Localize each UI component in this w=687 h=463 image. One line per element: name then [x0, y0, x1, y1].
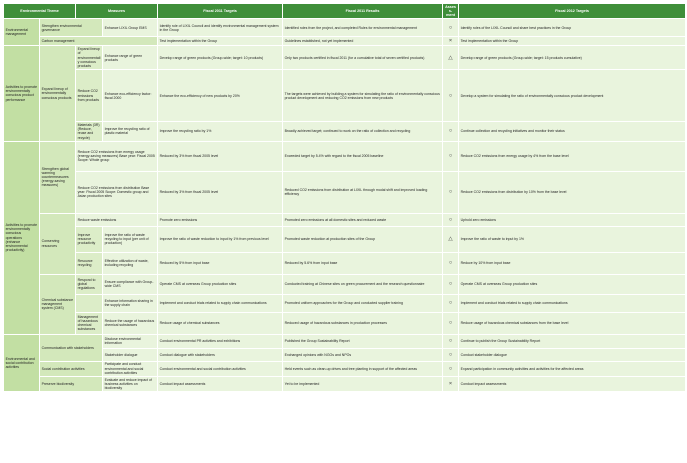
target-2011-cell: Improve the recycling ratio by 1%: [158, 122, 283, 141]
result-2011-cell: Reduced CO2 emissions from distribution at LIXIL through modal shift and improved loading efficiency: [283, 171, 443, 213]
evaluation-mark: △: [443, 226, 459, 252]
subtheme-cell: Social contribution activities: [40, 361, 103, 376]
measure-cell: Reduce the usage of hazardous chemical substances: [103, 312, 158, 334]
table-row: [4, 141, 686, 171]
measure-cell: Reduce CO2 emissions from energy usage (energy-saving measures) Base year: Fiscal 2005 Scope: Whole group: [76, 141, 158, 171]
target-2012-cell: Develop a system for simulating the ratio of environmentally conscious product development: [459, 70, 686, 122]
table-row: [4, 226, 686, 252]
environmental-targets-table: [3, 3, 686, 392]
evaluation-mark: ○: [443, 70, 459, 122]
measure-cell: Enhance LIXIL Group EMS: [103, 19, 158, 37]
result-2011-cell: Held events such as clean-up drives and tree planting in support of the affected areas: [283, 361, 443, 376]
target-2012-cell: Improve the ratio of waste to input by 1%: [459, 226, 686, 252]
target-2012-cell: Conduct impact assessments: [459, 376, 686, 391]
table-row: [4, 274, 686, 294]
measure-cell: Enhance range of green products: [103, 46, 158, 70]
mid-category-cell: Reduce CO2 emissions from products: [76, 70, 103, 122]
mid-category-cell: Management of hazardous chemical substances: [76, 312, 103, 334]
measure-cell: Effective utilization of waste, including recycling: [103, 252, 158, 274]
measure-cell: Participate and conduct environmental and social contribution activities: [103, 361, 158, 376]
header-results-2011: Fiscal 2011 Results: [283, 4, 443, 19]
table-row: [4, 46, 686, 70]
table-row: [4, 122, 686, 141]
result-2011-cell: Guidelines established, not yet implemented: [283, 37, 443, 46]
evaluation-mark: ○: [443, 334, 459, 348]
table-row: [4, 334, 686, 348]
evaluation-mark: ○: [443, 361, 459, 376]
target-2011-cell: Conduct environmental and social contribution activities: [158, 361, 283, 376]
target-2011-cell: Implement and conduct trials related to supply chain communications: [158, 294, 283, 312]
result-2011-cell: Promoted zero emissions at all domestic sites and reduced waste: [283, 213, 443, 226]
evaluation-mark: ○: [443, 274, 459, 294]
target-2011-cell: Conduct dialogue with stakeholders: [158, 348, 283, 361]
evaluation-mark: ○: [443, 122, 459, 141]
result-2011-cell: Exceeded target by 5.4% with regard to the fiscal 2005 baseline: [283, 141, 443, 171]
measure-cell: Enhance eco-efficiency factor: fiscal 2000: [103, 70, 158, 122]
header-measures: Measures: [76, 4, 158, 19]
measure-cell: Evaluate and reduce impact of business activities on biodiversity: [103, 376, 158, 391]
target-2012-cell: Reduce usage of hazardous chemical substances from the base level: [459, 312, 686, 334]
evaluation-mark: ○: [443, 19, 459, 37]
target-2011-cell: Improve the ratio of waste reduction to input by 1% from previous level: [158, 226, 283, 252]
theme-cell: Environmental management: [4, 19, 40, 46]
header-theme: Environmental Theme: [4, 4, 76, 19]
theme-cell: Environmental and social contribution activities: [4, 334, 40, 391]
table-row: [4, 376, 686, 391]
result-2011-cell: Yet to be implemented: [283, 376, 443, 391]
target-2012-cell: Operate CMS at overseas Group production sites: [459, 274, 686, 294]
target-2012-cell: Implement and conduct trials related to supply chain communications: [459, 294, 686, 312]
table-row: [4, 213, 686, 226]
mid-category-cell: Respond to global regulations: [76, 274, 103, 294]
target-2011-cell: Develop range of green products (Group-wide; target: 10 products): [158, 46, 283, 70]
target-2011-cell: Operate CMS at overseas Group production sites: [158, 274, 283, 294]
result-2011-cell: Exchanged opinions with NGOs and NPOs: [283, 348, 443, 361]
target-2012-cell: Test implementation within the Group: [459, 37, 686, 46]
target-2011-cell: Reduced by 5% from input base: [158, 252, 283, 274]
target-2012-cell: Expand participation in community activities and activities for the affected areas: [459, 361, 686, 376]
target-2011-cell: Test implementation within the Group: [158, 37, 283, 46]
measure-cell: Stakeholder dialogue: [103, 348, 158, 361]
result-2011-cell: Conducted training at Chinese sites on green procurement and the research questionnaire: [283, 274, 443, 294]
measure-cell: Improve the recycling ratio of plastic material: [103, 122, 158, 141]
evaluation-mark: △: [443, 46, 459, 70]
target-2012-cell: Continue to publish the Group Sustainability Report: [459, 334, 686, 348]
measure-cell: Ensure compliance with Group-wide CMS: [103, 274, 158, 294]
table-row: [4, 252, 686, 274]
evaluation-mark: ○: [443, 312, 459, 334]
evaluation-mark: ○: [443, 252, 459, 274]
measure-cell: Enhance information sharing in the supply chain: [103, 294, 158, 312]
evaluation-mark: ○: [443, 171, 459, 213]
table-row: [4, 348, 686, 361]
subtheme-cell: Communication with stakeholders: [40, 334, 103, 361]
mid-category-cell: Expand lineup of environmentally conscious products: [76, 46, 103, 70]
mid-category-cell: Improve resource productivity: [76, 226, 103, 252]
subtheme-cell: Carbon management: [40, 37, 158, 46]
evaluation-mark: ×: [443, 37, 459, 46]
result-2011-cell: Broadly achieved target; continued to work on the ratio of collection and recycling: [283, 122, 443, 141]
result-2011-cell: Promoted uniform approaches for the Group and conducted supplier training: [283, 294, 443, 312]
target-2012-cell: Reduce CO2 emissions from energy usage by 4% from the base level: [459, 141, 686, 171]
subtheme-cell: Preserve biodiversity: [40, 376, 103, 391]
result-2011-cell: Only two products certified in fiscal 2011 (for a cumulative total of seven certified products): [283, 46, 443, 70]
table-row: [4, 294, 686, 312]
table-row: [4, 37, 686, 46]
target-2012-cell: Identify roles of the LIXIL Council and share best practices in the Group: [459, 19, 686, 37]
target-2011-cell: Reduced by 3% from fiscal 2005 level: [158, 171, 283, 213]
theme-cell: Activities to promote environmentally conscious product performance: [4, 46, 40, 141]
target-2012-cell: Reduce by 10% from input base: [459, 252, 686, 274]
evaluation-mark: ×: [443, 376, 459, 391]
result-2011-cell: Published the Group Sustainability Report: [283, 334, 443, 348]
measure-cell: Reduce waste emissions: [76, 213, 158, 226]
target-2011-cell: Identify role of LIXIL Council and identify environmental management system in the Group: [158, 19, 283, 37]
measure-cell: Improve the ratio of waste recycling to input (per unit of production): [103, 226, 158, 252]
table-row: [4, 361, 686, 376]
result-2011-cell: Promoted waste reduction at production sites of the Group: [283, 226, 443, 252]
result-2011-cell: Reduced usage of hazardous substances in production processes: [283, 312, 443, 334]
evaluation-mark: ○: [443, 213, 459, 226]
target-2011-cell: Promote zero emissions: [158, 213, 283, 226]
result-2011-cell: Reduced by 5.6% from input base: [283, 252, 443, 274]
header-row: [4, 4, 686, 19]
target-2012-cell: Reduce CO2 emissions from distribution by 10% from the base level: [459, 171, 686, 213]
table-row: [4, 70, 686, 122]
target-2012-cell: Uphold zero emissions: [459, 213, 686, 226]
mid-category-cell: Materials (3R) (Reduce, reuse and recycle): [76, 122, 103, 141]
target-2012-cell: Develop range of green products (Group-wide; target: 15 products cumulative): [459, 46, 686, 70]
target-2012-cell: Continue collection and recycling initiatives and monitor their status: [459, 122, 686, 141]
target-2011-cell: Reduce usage of chemical substances: [158, 312, 283, 334]
mid-category-cell: Resource recycling: [76, 252, 103, 274]
evaluation-mark: ○: [443, 294, 459, 312]
subtheme-cell: Chemical substance management system (CMS): [40, 274, 76, 334]
header-targets-2012: Fiscal 2012 Targets: [459, 4, 686, 19]
table-row: [4, 171, 686, 213]
measure-cell: Disclose environmental information: [103, 334, 158, 348]
result-2011-cell: The targets were achieved by building a system for simulating the ratio of environmentally conscious product development and reducing CO2 emissions from new products: [283, 70, 443, 122]
subtheme-cell: Conserving resources: [40, 213, 76, 274]
mid-category-cell: [76, 294, 103, 312]
target-2011-cell: Conduct environmental PR activities and exhibitions: [158, 334, 283, 348]
subtheme-cell: Expand lineup of environmentally conscious products: [40, 46, 76, 141]
result-2011-cell: Identified roles from the project, and completed Rules for environmental management: [283, 19, 443, 37]
theme-cell: Activities to promote environmentally conscious operations (enhance environmental productivity): [4, 141, 40, 334]
header-self-evaluation: Assess- ment: [443, 4, 459, 19]
target-2011-cell: Reduced by 3% from fiscal 2005 level: [158, 141, 283, 171]
subtheme-cell: Strengthen environmental governance: [40, 19, 103, 37]
evaluation-mark: ○: [443, 348, 459, 361]
evaluation-mark: ○: [443, 141, 459, 171]
table-row: [4, 19, 686, 37]
target-2011-cell: Conduct impact assessments: [158, 376, 283, 391]
table-row: [4, 312, 686, 334]
header-targets-2011: Fiscal 2011 Targets: [158, 4, 283, 19]
target-2012-cell: Conduct stakeholder dialogue: [459, 348, 686, 361]
measure-cell: Reduce CO2 emissions from distribution Base year: Fiscal 2005 Scope: Domestic group and Asian production sites: [76, 171, 158, 213]
subtheme-cell: Strengthen global warming countermeasures (energy-saving measures): [40, 141, 76, 213]
target-2011-cell: Enhance the eco-efficiency of new products by 20%: [158, 70, 283, 122]
